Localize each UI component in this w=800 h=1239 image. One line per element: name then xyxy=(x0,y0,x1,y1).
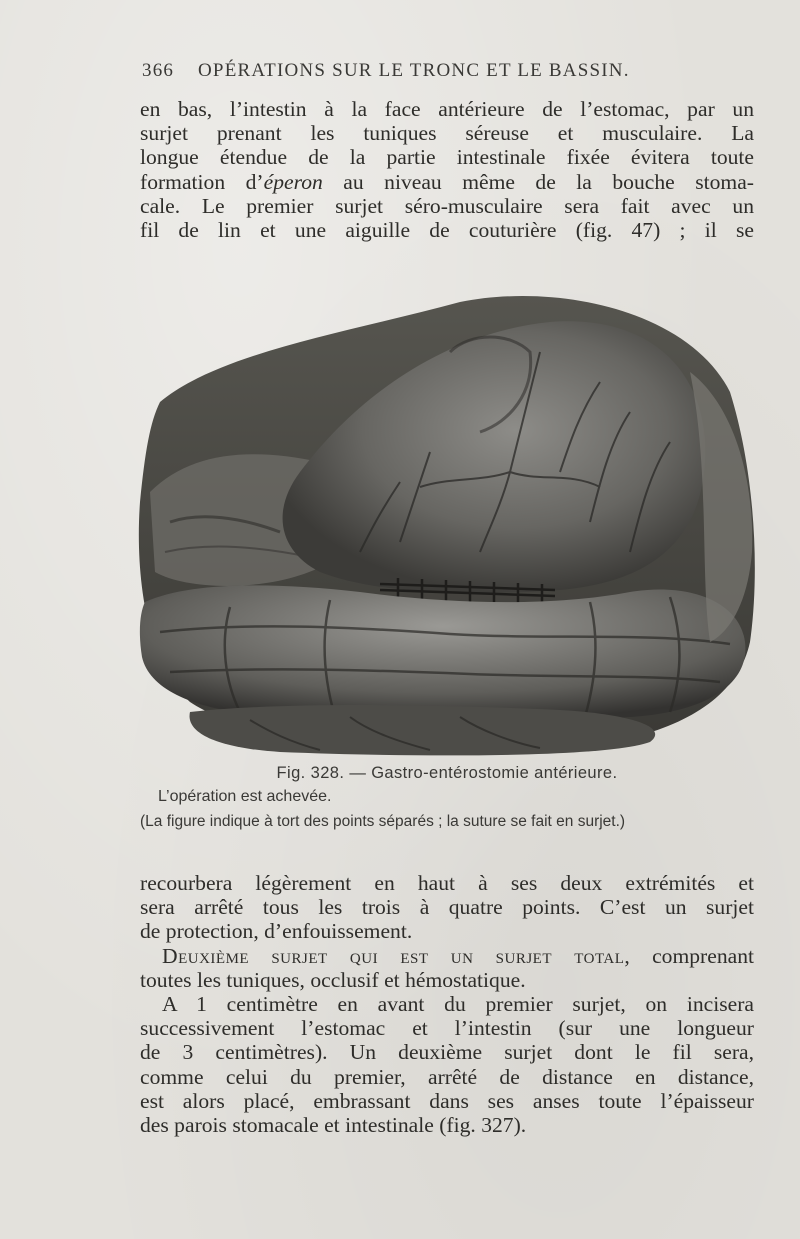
text-fragment: formation d’ xyxy=(140,169,264,194)
text-line: de 3 centimètres). Un deuxième surjet dont le fil sera, xyxy=(140,1040,754,1065)
text-line: surjet prenant les tuniques séreuse et musculaire. La xyxy=(140,121,754,146)
text-line: fil de lin et une aiguille de couturière (fig. 47) ; il se xyxy=(140,218,754,243)
text-line: A 1 centimètre en avant du premier surjet, on incisera xyxy=(162,992,754,1017)
figure-caption-subtitle: L’opération est achevée. xyxy=(158,788,332,805)
text-line: comme celui du premier, arrêté de distance en distance, xyxy=(140,1064,754,1089)
text-line: recourbera légèrement en haut à ses deux extrémités et xyxy=(140,871,754,895)
text-line xyxy=(140,170,754,194)
text-line: est alors placé, embrassant dans ses anses toute l’épaisseur xyxy=(140,1088,754,1113)
page-number: 366 xyxy=(142,60,175,81)
running-head xyxy=(142,60,662,82)
text-line: des parois stomacale et intestinale (fig. 327). xyxy=(140,1113,527,1138)
figure-caption-note: (La figure indique à tort des points séparés ; la suture se fait en surjet.) xyxy=(140,813,626,830)
intestine-loop xyxy=(140,585,746,721)
text-line: de protection, d’enfouissement. xyxy=(140,919,413,944)
figure-caption-title: Fig. 328. — Gastro-entérostomie antérieure. xyxy=(276,764,618,782)
text-line: en bas, l’intestin à la face antérieure de l’estomac, par un xyxy=(140,97,754,121)
text-line: sera arrêté tous les trois à quatre points. C’est un surjet xyxy=(140,895,754,920)
text-line: longue étendue de la partie intestinale fixée évitera toute xyxy=(140,145,754,170)
text-fragment: comprenant xyxy=(630,943,755,968)
text-line: successivement l’estomac et l’intestin (sur une longueur xyxy=(140,1016,754,1041)
figure-illustration xyxy=(130,272,760,760)
text-line: toutes les tuniques, occlusif et hémostatique. xyxy=(140,967,526,992)
top-paragraph xyxy=(140,97,754,242)
gastro-enterostomy-illustration xyxy=(130,272,760,760)
small-caps-heading: Deuxième surjet qui est un surjet total, xyxy=(162,943,631,968)
text-line: cale. Le premier surjet séro-musculaire sera fait avec un xyxy=(140,193,754,218)
running-title: OPÉRATIONS SUR LE TRONC ET LE BASSIN. xyxy=(198,60,630,81)
italic-term: éperon xyxy=(263,169,323,194)
text-fragment: au niveau même de la bouche stoma- xyxy=(322,169,754,194)
bottom-text xyxy=(140,871,754,1137)
text-line xyxy=(140,944,754,968)
